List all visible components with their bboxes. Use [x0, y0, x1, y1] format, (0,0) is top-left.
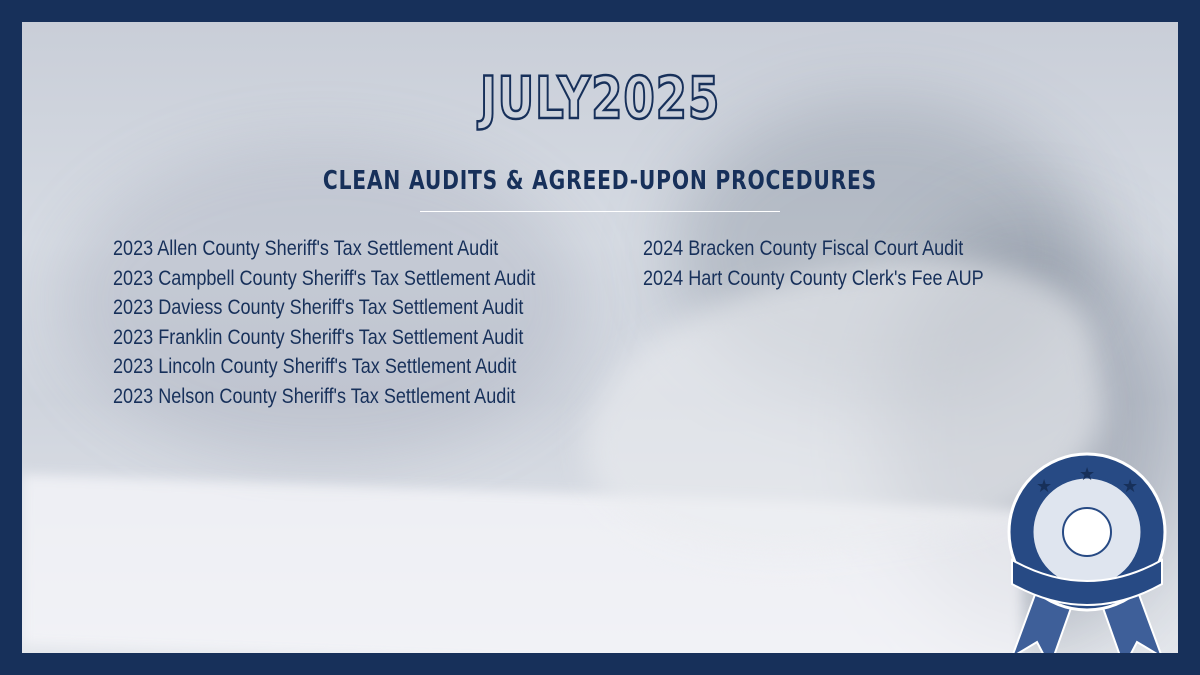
list-item: 2023 Daviess County Sheriff's Tax Settlement Audit	[113, 296, 524, 319]
list-item: 2023 Campbell County Sheriff's Tax Settlement Audit	[113, 266, 536, 290]
star-icon: ★	[1122, 476, 1139, 497]
clean-audit-award-badge	[992, 442, 1178, 653]
list-item: 2023 Allen County Sheriff's Tax Settlement Audit	[113, 237, 499, 260]
list-item: 2024 Bracken County Fiscal Court Audit	[643, 237, 964, 260]
background-photo-panel	[22, 22, 1178, 653]
page-title: JULY2025	[479, 64, 721, 132]
audit-list-right	[643, 234, 1039, 293]
page-subtitle: CLEAN AUDITS & AGREED-UPON PROCEDURES	[322, 166, 878, 196]
star-icon: ★	[1036, 476, 1053, 497]
seal-center	[1063, 508, 1111, 556]
list-item: 2023 Nelson County Sheriff's Tax Settlement Audit	[113, 384, 516, 408]
list-item: 2023 Lincoln County Sheriff's Tax Settlement Audit	[113, 355, 517, 378]
divider-line	[420, 211, 780, 212]
audit-list-left	[113, 234, 604, 411]
star-icon: ★	[1079, 464, 1096, 485]
list-item: 2023 Franklin County Sheriff's Tax Settlement Audit	[113, 325, 524, 349]
list-item: 2024 Hart County County Clerk's Fee AUP	[643, 266, 984, 290]
